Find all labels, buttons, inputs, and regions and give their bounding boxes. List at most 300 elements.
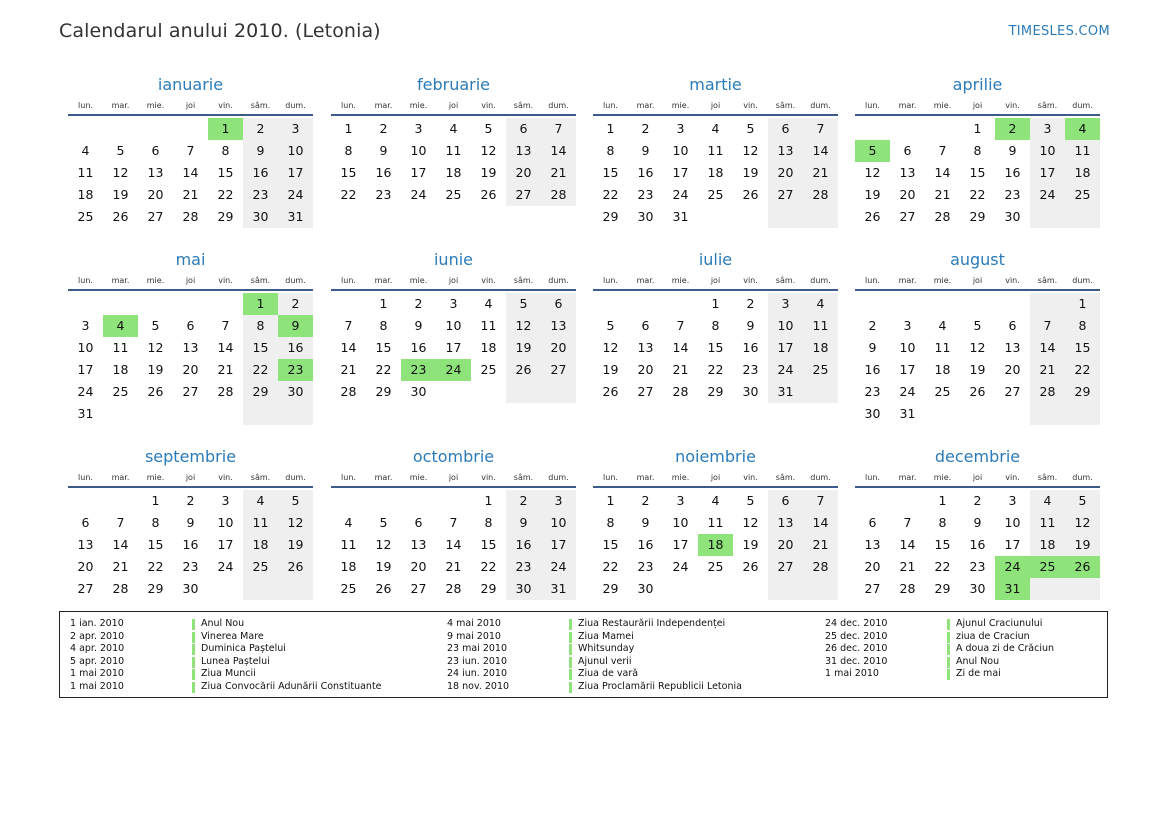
weekday-label: joi — [710, 473, 721, 482]
day-cell: 7 — [344, 318, 353, 333]
empty-cell — [663, 293, 698, 315]
empty-cell — [803, 381, 838, 403]
day-cell: 27 — [77, 581, 94, 596]
legend-entry — [60, 618, 382, 631]
day-cell: 21 — [803, 162, 838, 184]
day-cell: 31 — [672, 209, 689, 224]
day-cell: 21 — [541, 162, 576, 184]
weekday-label: sâm. — [1037, 276, 1058, 285]
month-name: iunie — [433, 250, 473, 269]
weekday-label: lun. — [341, 473, 356, 482]
day-cell: 9 — [868, 340, 877, 355]
day-cell: 30 — [969, 581, 986, 596]
day-cell: 11 — [480, 318, 497, 333]
day-cell: 8 — [344, 143, 353, 158]
day-cell: 21 — [899, 559, 916, 574]
legend-entry — [815, 618, 1054, 631]
legend-entry — [60, 631, 382, 644]
empty-cell — [103, 293, 138, 315]
month-name: decembrie — [934, 447, 1021, 466]
month-name: noiembrie — [675, 447, 756, 466]
day-cell: 1 — [344, 121, 353, 136]
legend-entry — [437, 656, 742, 669]
legend-column-1 — [60, 618, 382, 694]
day-cell: 26 — [375, 581, 392, 596]
legend-entry — [815, 631, 1054, 644]
day-cell: 25 — [340, 581, 357, 596]
day-cell: 21 — [112, 559, 129, 574]
day-cell: 23 — [742, 362, 759, 377]
day-cell: 19 — [969, 362, 986, 377]
day-cell: 14 — [541, 140, 576, 162]
day-cell: 18 — [243, 534, 278, 556]
day-cell: 10 — [77, 340, 94, 355]
day-cell: 31 — [278, 206, 313, 228]
day-cell: 14 — [182, 165, 199, 180]
day-cell: 10 — [672, 515, 689, 530]
weekday-label: lun. — [865, 276, 880, 285]
day-cell: 12 — [742, 515, 759, 530]
holiday-day: 9 — [278, 315, 313, 337]
month-decembrie — [855, 444, 1100, 600]
weekday-label: vin. — [481, 473, 496, 482]
day-cell: 15 — [217, 165, 234, 180]
weekday-label: lun. — [865, 473, 880, 482]
day-cell: 19 — [112, 187, 129, 202]
day-cell: 18 — [480, 340, 497, 355]
day-cell: 12 — [112, 165, 129, 180]
month-name: ianuarie — [157, 75, 224, 94]
day-cell: 20 — [899, 187, 916, 202]
holiday-name: Whitsunday — [578, 643, 635, 655]
weekday-label: joi — [972, 101, 983, 110]
weekday-header — [593, 273, 838, 291]
weekday-label: lun. — [865, 101, 880, 110]
day-cell: 26 — [864, 209, 881, 224]
day-cell: 28 — [541, 184, 576, 206]
empty-cell — [278, 578, 313, 600]
legend-column-2 — [437, 618, 742, 694]
day-cell: 15 — [340, 165, 357, 180]
day-cell: 15 — [969, 165, 986, 180]
day-cell: 1 — [938, 493, 947, 508]
day-cell: 10 — [672, 143, 689, 158]
day-cell: 16 — [506, 534, 541, 556]
day-cell: 27 — [899, 209, 916, 224]
month-aprilie — [855, 72, 1100, 228]
month-name: februarie — [416, 75, 491, 94]
day-cell: 26 — [112, 209, 129, 224]
weekday-label: sâm. — [1037, 101, 1058, 110]
day-cell: 23 — [182, 559, 199, 574]
holiday-name: Ziua Convocării Adunării Constituante — [201, 680, 382, 692]
weekday-label: dum. — [548, 101, 569, 110]
day-cell: 8 — [938, 515, 947, 530]
month-noiembrie — [593, 444, 838, 600]
day-cell: 30 — [506, 578, 541, 600]
day-cell: 10 — [445, 318, 462, 333]
day-cell: 16 — [410, 340, 427, 355]
day-cell: 27 — [637, 384, 654, 399]
empty-cell — [68, 118, 103, 140]
day-cell: 29 — [602, 581, 619, 596]
day-grid — [593, 490, 838, 600]
weekday-label: mie. — [671, 276, 690, 285]
day-cell: 17 — [672, 165, 689, 180]
day-cell: 1 — [151, 493, 160, 508]
empty-cell — [663, 578, 698, 600]
legend-entry — [437, 643, 742, 656]
day-cell: 20 — [147, 187, 164, 202]
day-cell: 6 — [768, 118, 803, 140]
month-iulie — [593, 247, 838, 403]
day-cell: 28 — [112, 581, 129, 596]
weekday-header — [855, 273, 1100, 291]
day-cell: 20 — [1004, 362, 1021, 377]
day-cell: 5 — [973, 318, 982, 333]
empty-cell — [436, 490, 471, 512]
day-cell: 19 — [375, 559, 392, 574]
day-grid — [331, 490, 576, 600]
holiday-marker — [569, 682, 572, 693]
day-cell: 9 — [243, 140, 278, 162]
day-cell: 27 — [864, 581, 881, 596]
holiday-name: Ajunul verii — [578, 655, 632, 667]
holiday-name: Ziua Restaurării Independenței — [578, 618, 726, 629]
day-cell: 12 — [864, 165, 881, 180]
weekday-label: sâm. — [775, 473, 796, 482]
weekday-label: sâm. — [775, 101, 796, 110]
holiday-day: 5 — [855, 140, 890, 162]
day-cell: 26 — [969, 384, 986, 399]
day-cell: 16 — [864, 362, 881, 377]
day-cell: 15 — [707, 340, 724, 355]
weekday-label: sâm. — [250, 473, 271, 482]
empty-cell — [1065, 206, 1100, 228]
day-cell: 8 — [243, 315, 278, 337]
day-cell: 2 — [641, 121, 650, 136]
empty-cell — [243, 403, 278, 425]
day-cell: 5 — [506, 293, 541, 315]
day-cell: 30 — [1004, 209, 1021, 224]
day-cell: 22 — [243, 359, 278, 381]
day-cell: 24 — [77, 384, 94, 399]
day-cell: 17 — [410, 165, 427, 180]
weekday-label: mie. — [933, 276, 952, 285]
day-cell: 12 — [602, 340, 619, 355]
day-cell: 13 — [1004, 340, 1021, 355]
weekday-label: dum. — [810, 276, 831, 285]
legend-entry — [60, 643, 382, 656]
empty-cell — [960, 403, 995, 425]
day-cell: 8 — [484, 515, 493, 530]
holiday-marker — [192, 632, 195, 643]
day-cell: 9 — [506, 512, 541, 534]
day-cell: 17 — [445, 340, 462, 355]
day-grid — [855, 118, 1100, 228]
day-cell: 13 — [768, 512, 803, 534]
day-cell: 13 — [410, 537, 427, 552]
empty-cell — [995, 403, 1030, 425]
weekday-header — [855, 470, 1100, 488]
day-cell: 22 — [602, 187, 619, 202]
day-cell: 13 — [506, 140, 541, 162]
day-cell: 5 — [151, 318, 160, 333]
day-cell: 30 — [637, 209, 654, 224]
day-cell: 12 — [375, 537, 392, 552]
day-cell: 12 — [506, 315, 541, 337]
day-cell: 13 — [147, 165, 164, 180]
day-cell: 11 — [934, 340, 951, 355]
day-cell: 24 — [541, 556, 576, 578]
day-cell: 11 — [707, 143, 724, 158]
holiday-marker — [947, 669, 950, 680]
holiday-marker — [569, 644, 572, 655]
day-cell: 28 — [1030, 381, 1065, 403]
day-grid — [68, 293, 313, 425]
holiday-name: Duminica Paștelui — [201, 643, 286, 655]
day-cell: 15 — [1065, 337, 1100, 359]
day-cell: 4 — [938, 318, 947, 333]
day-cell: 9 — [641, 515, 650, 530]
day-cell: 31 — [77, 406, 94, 421]
weekday-label: lun. — [78, 276, 93, 285]
day-cell: 5 — [278, 490, 313, 512]
day-cell: 9 — [379, 143, 388, 158]
weekday-label: mar. — [111, 276, 130, 285]
day-cell: 24 — [672, 187, 689, 202]
day-cell: 2 — [641, 493, 650, 508]
weekday-label: dum. — [285, 473, 306, 482]
empty-cell — [436, 381, 471, 403]
empty-cell — [733, 206, 768, 228]
weekday-header — [593, 98, 838, 116]
day-cell: 13 — [182, 340, 199, 355]
day-cell: 26 — [506, 359, 541, 381]
day-cell: 18 — [1065, 162, 1100, 184]
holiday-name: Anul Nou — [201, 618, 245, 629]
day-cell: 9 — [973, 515, 982, 530]
month-name: august — [950, 250, 1005, 269]
weekday-label: vin. — [743, 276, 758, 285]
day-cell: 2 — [186, 493, 195, 508]
holiday-day: 31 — [995, 578, 1030, 600]
day-cell: 30 — [637, 581, 654, 596]
empty-cell — [138, 118, 173, 140]
empty-cell — [698, 578, 733, 600]
day-cell: 18 — [934, 362, 951, 377]
day-cell: 24 — [1030, 184, 1065, 206]
day-cell: 1 — [606, 493, 615, 508]
day-cell: 1 — [973, 121, 982, 136]
weekday-header — [331, 273, 576, 291]
day-cell: 10 — [768, 315, 803, 337]
day-cell: 27 — [768, 184, 803, 206]
day-cell: 8 — [711, 318, 720, 333]
holiday-date: 23 iun. 2010 — [447, 655, 508, 667]
day-cell: 8 — [973, 143, 982, 158]
day-cell: 11 — [445, 143, 462, 158]
day-cell: 22 — [707, 362, 724, 377]
holiday-day: 26 — [1065, 556, 1100, 578]
day-cell: 10 — [899, 340, 916, 355]
weekday-label: mie. — [146, 276, 165, 285]
day-cell: 3 — [676, 493, 685, 508]
day-cell: 7 — [221, 318, 230, 333]
day-cell: 18 — [112, 362, 129, 377]
day-cell: 10 — [278, 140, 313, 162]
day-cell: 17 — [1004, 537, 1021, 552]
day-cell: 28 — [445, 581, 462, 596]
empty-cell — [278, 403, 313, 425]
weekday-label: lun. — [603, 276, 618, 285]
day-cell: 19 — [480, 165, 497, 180]
holiday-day: 4 — [1065, 118, 1100, 140]
day-grid — [593, 293, 838, 403]
holiday-day: 23 — [278, 359, 313, 381]
weekday-header — [68, 273, 313, 291]
holiday-date: 24 iun. 2010 — [447, 668, 508, 680]
day-cell: 15 — [934, 537, 951, 552]
weekday-label: vin. — [1005, 473, 1020, 482]
empty-cell — [138, 293, 173, 315]
day-cell: 29 — [602, 209, 619, 224]
weekday-label: lun. — [78, 101, 93, 110]
holiday-date: 5 apr. 2010 — [70, 655, 125, 667]
empty-cell — [890, 490, 925, 512]
holiday-marker — [569, 657, 572, 668]
legend-entry — [815, 656, 1054, 669]
holiday-marker — [947, 657, 950, 668]
day-cell: 10 — [541, 512, 576, 534]
day-cell: 5 — [116, 143, 125, 158]
day-cell: 18 — [340, 559, 357, 574]
weekday-label: sâm. — [250, 276, 271, 285]
day-cell: 3 — [541, 490, 576, 512]
holiday-marker — [569, 619, 572, 630]
empty-cell — [803, 578, 838, 600]
day-cell: 29 — [1065, 381, 1100, 403]
weekday-label: lun. — [603, 473, 618, 482]
day-cell: 4 — [803, 293, 838, 315]
holiday-date: 1 ian. 2010 — [70, 618, 124, 629]
empty-cell — [995, 293, 1030, 315]
holiday-marker — [192, 657, 195, 668]
day-cell: 2 — [414, 296, 423, 311]
holiday-name: Lunea Paștelui — [201, 655, 270, 667]
day-cell: 25 — [707, 559, 724, 574]
day-cell: 22 — [480, 559, 497, 574]
day-cell: 14 — [803, 512, 838, 534]
empty-cell — [103, 490, 138, 512]
day-cell: 1 — [379, 296, 388, 311]
day-cell: 27 — [506, 184, 541, 206]
day-cell: 4 — [344, 515, 353, 530]
empty-cell — [768, 578, 803, 600]
day-cell: 22 — [602, 559, 619, 574]
day-cell: 21 — [340, 362, 357, 377]
weekday-label: vin. — [218, 473, 233, 482]
month-name: aprilie — [952, 75, 1003, 94]
empty-cell — [1030, 206, 1065, 228]
holiday-date: 4 mai 2010 — [447, 618, 501, 629]
month-name: octombrie — [412, 447, 495, 466]
day-cell: 27 — [182, 384, 199, 399]
day-cell: 28 — [217, 384, 234, 399]
day-cell: 1 — [484, 493, 493, 508]
empty-cell — [698, 206, 733, 228]
weekday-label: vin. — [481, 101, 496, 110]
day-cell: 30 — [182, 581, 199, 596]
day-cell: 4 — [711, 493, 720, 508]
day-cell: 23 — [1004, 187, 1021, 202]
day-cell: 21 — [1030, 359, 1065, 381]
day-cell: 22 — [217, 187, 234, 202]
legend-entry — [815, 668, 1054, 681]
empty-cell — [628, 293, 663, 315]
day-cell: 10 — [1004, 515, 1021, 530]
empty-cell — [68, 293, 103, 315]
holiday-marker — [947, 619, 950, 630]
holiday-name: Vinerea Mare — [201, 630, 264, 642]
weekday-label: mar. — [374, 276, 393, 285]
day-cell: 17 — [541, 534, 576, 556]
day-cell: 20 — [182, 362, 199, 377]
weekday-label: joi — [185, 101, 196, 110]
weekday-label: mie. — [146, 473, 165, 482]
day-cell: 23 — [864, 384, 881, 399]
day-cell: 18 — [1030, 534, 1065, 556]
empty-cell — [1030, 403, 1065, 425]
day-cell: 11 — [1065, 140, 1100, 162]
weekday-label: mie. — [146, 101, 165, 110]
weekday-label: vin. — [218, 101, 233, 110]
legend-entry — [437, 631, 742, 644]
weekday-label: mar. — [898, 276, 917, 285]
day-cell: 2 — [278, 293, 313, 315]
month-name: septembrie — [144, 447, 237, 466]
day-cell: 20 — [637, 362, 654, 377]
day-cell: 7 — [676, 318, 685, 333]
day-cell: 7 — [903, 515, 912, 530]
legend-entry — [815, 643, 1054, 656]
weekday-label: mie. — [671, 473, 690, 482]
month-mai — [68, 247, 313, 425]
weekday-label: mie. — [409, 101, 428, 110]
weekday-label: vin. — [743, 473, 758, 482]
weekday-label: mar. — [898, 473, 917, 482]
day-cell: 12 — [480, 143, 497, 158]
day-cell: 26 — [278, 556, 313, 578]
day-cell: 6 — [541, 293, 576, 315]
day-cell: 14 — [899, 537, 916, 552]
day-cell: 20 — [77, 559, 94, 574]
empty-cell — [331, 490, 366, 512]
day-cell: 14 — [1030, 337, 1065, 359]
day-cell: 22 — [934, 559, 951, 574]
day-cell: 3 — [1030, 118, 1065, 140]
weekday-label: joi — [185, 276, 196, 285]
day-cell: 6 — [414, 515, 423, 530]
day-cell: 16 — [1004, 165, 1021, 180]
weekday-label: mie. — [671, 101, 690, 110]
holiday-day: 25 — [1030, 556, 1065, 578]
day-cell: 16 — [278, 337, 313, 359]
brand-link[interactable]: TIMESLES.COM — [1008, 24, 1110, 39]
day-cell: 11 — [243, 512, 278, 534]
day-cell: 23 — [637, 187, 654, 202]
weekday-label: dum. — [285, 276, 306, 285]
